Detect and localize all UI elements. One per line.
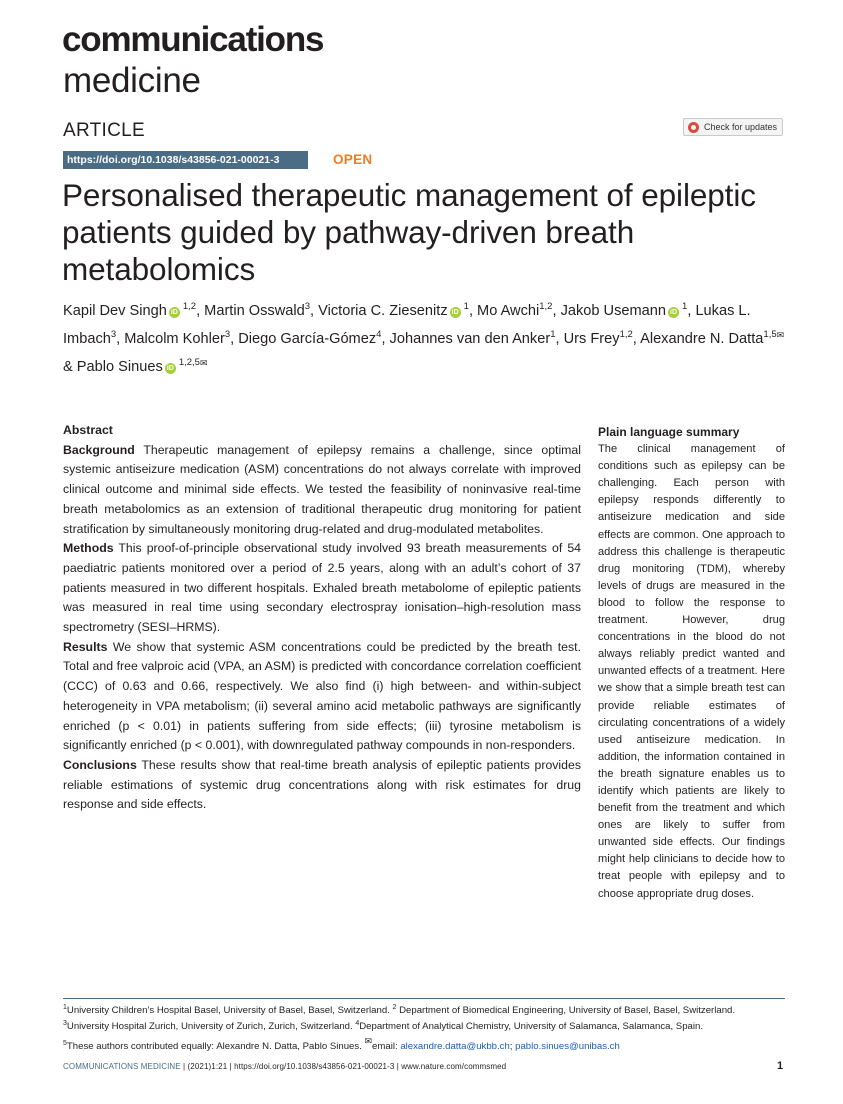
envelope-icon[interactable]: ✉ xyxy=(776,330,785,340)
affiliation-4: Department of Analytical Chemistry, University of Salamanca, Salamanca, Spain. xyxy=(359,1020,703,1032)
abstract-results xyxy=(63,638,581,756)
abstract-conclusions xyxy=(63,756,581,815)
page-footer: COMMUNICATIONS MEDICINE | (2021)1:21 | https://doi.org/10.1038/s43856-021-00021-3 | www.nature.com/commsmed xyxy=(63,1062,507,1071)
affiliation-3: University Hospital Zurich, University of Zurich, Zurich, Switzerland. xyxy=(66,1020,353,1032)
author-name: Lukas L. Imbach xyxy=(63,303,751,347)
affil-sup: 4 xyxy=(355,1019,360,1027)
author-name: Pablo Sinues xyxy=(76,359,163,375)
affil-sup: 5 xyxy=(63,1040,67,1047)
envelope-icon[interactable]: ✉ xyxy=(199,358,208,368)
author-affiliation-sup: 4 xyxy=(376,329,382,341)
author-name: Malcolm Kohler xyxy=(124,331,225,347)
affil-sup: 2 xyxy=(392,1003,397,1011)
affiliation-1: University Children’s Hospital Basel, University of Basel, Basel, Switzerland. xyxy=(66,1005,390,1016)
affiliation-line-1 xyxy=(63,1003,793,1019)
affiliation-line-3: $^5$These authors contributed equally: Alexandre N. Datta, Pablo Sinues. ✉email: alexandre.datta@ukbb.ch; pablo.sinues@unibas.ch xyxy=(63,1036,620,1053)
abstract-methods-text: This proof-of-principle observational study involved 93 breath measurements of 54 paediatric patients monitored over a period of 2.5 years, along with an adult’s cohort of 37 patients measured in two different hospitals. Exhaled breath metabolome of epileptic patients was measured in real time using secondary electrospray ionisation–high-resolution mass spectrometry (SESI–HRMS). xyxy=(63,541,581,635)
author-affiliation-sup: 1,2 xyxy=(539,301,553,313)
author-affiliation-sup: 1 xyxy=(463,301,469,313)
abstract-background-text: Therapeutic management of epilepsy remains a challenge, since optimal systemic antiseizure medication (ASM) concentrations do not always correlate with improved clinical outcome and minimal side effects. We tested the feasibility of noninvasive real-time breath metabolomics as an extension of traditional therapeutic drug monitoring for patient stratification by simultaneously monitoring drug-related and drug-modulated metabolites. xyxy=(63,442,581,536)
author-affiliation-sup: 3 xyxy=(304,301,311,313)
author-name: Kapil Dev Singh xyxy=(63,303,167,319)
doi-link[interactable]: https://doi.org/10.1038/s43856-021-00021-3 xyxy=(63,151,308,169)
author-name: Urs Frey xyxy=(563,331,620,347)
author-affiliation-sup: 1 xyxy=(682,301,688,313)
abstract-conclusions-text: These results show that real-time breath analysis of epileptic patients provides reliable estimations of systemic drug concentrations along with risk estimates for drug response and side effects. xyxy=(63,757,581,812)
check-for-updates-label: Check for updates xyxy=(704,122,778,132)
journal-name-line2: medicine xyxy=(63,61,201,100)
article-title: Personalised therapeutic management of epileptic patients guided by pathway-driven breath metabolomics xyxy=(62,177,756,287)
open-access-badge: OPEN xyxy=(333,152,373,167)
abstract-heading: Abstract xyxy=(63,423,113,437)
author-name: Jakob Usemann xyxy=(560,303,667,319)
author-affiliation-sup: 1,5 xyxy=(763,329,777,341)
abstract-conclusions-label: Conclusions xyxy=(63,757,137,772)
plain-language-summary xyxy=(598,424,785,903)
article-type: ARTICLE xyxy=(63,120,145,141)
footnote-divider xyxy=(63,998,785,999)
check-for-updates-button[interactable] xyxy=(683,118,783,136)
affiliation-2: Department of Biomedical Engineering, University of Basel, Basel, Switzerland. xyxy=(399,1005,736,1016)
author-affiliation-sup: 1 xyxy=(550,329,556,341)
author-name: Victoria C. Ziesenitz xyxy=(318,303,448,319)
orcid-icon[interactable]: iD xyxy=(451,309,459,316)
affil-sup: 3 xyxy=(63,1019,67,1027)
footer-journal: COMMUNICATIONS MEDICINE xyxy=(63,1062,181,1071)
affiliations xyxy=(63,1003,793,1055)
author-list: Kapil Dev Singh iD$^{1,2}$, Martin Osswald$^3$, Victoria C. Ziesenitz $iD^1$, Mo Awchi$^{1,2}$, Jakob Usemann $iD^1$, Lukas L. Imbach$^3$, Malcolm Kohler$^3$, Diego García-Gómez$^4$, Johannes van den Anker$^1$, Urs Frey$^{1,2}$, Alexandre N. Datta$^{1,5✉}$ & Pablo Sinues $iD^{1,2,5✉}$ xyxy=(63,301,785,375)
author-name: Johannes van den Anker xyxy=(389,331,551,347)
author-name: Mo Awchi xyxy=(477,303,540,319)
email-label: email: xyxy=(372,1041,398,1053)
abstract-background xyxy=(63,441,581,540)
author-affiliation-sup: 3 xyxy=(224,329,231,341)
footer-doi[interactable]: https://doi.org/10.1038/s43856-021-00021-3 xyxy=(234,1062,395,1071)
author-affiliation-sup: 3 xyxy=(110,329,117,341)
orcid-icon[interactable]: iD xyxy=(670,309,678,316)
email-link-datta[interactable]: alexandre.datta@ukbb.ch xyxy=(400,1041,510,1053)
abstract-methods-label: Methods xyxy=(63,541,114,556)
orcid-icon[interactable]: iD xyxy=(166,365,174,372)
abstract xyxy=(63,421,581,815)
envelope-icon: ✉ xyxy=(364,1036,373,1047)
abstract-methods xyxy=(63,539,581,638)
author-name: Alexandre N. Datta xyxy=(640,331,764,347)
plain-language-text: The clinical management of conditions such as epilepsy can be challenging. Each person with epilepsy responds differently to antiseizure medication and side effects are common. One approach to address this challenge is therapeutic drug monitoring (TDM), whereby levels of drugs are measured in the blood to follow the response to treatment. However, drug concentrations in the blood do not always reliably predict wanted and unwanted effects of a treatment. Here we show that a simple breath test can provide reliable estimates of circulating concentrations of a widely used antiseizure medication. In addition, the information contained in the breath signature enables us to identify which patients are likely to benefit from the treatment and which ones are likely to suffer from unwanted side effects. Our findings might help clinicians to decide how to treat people with epilepsy and to choose appropriate drug doses. xyxy=(598,443,785,900)
author-affiliation-sup: 1,2 xyxy=(619,329,633,341)
author-name: Martin Osswald xyxy=(204,303,305,319)
abstract-results-text: We show that systemic ASM concentrations could be predicted by the breath test. Total and free valproic acid (VPA, an ASM) is predicted with concordance correlation coefficient (CCC) of 0.63 and 0.66, respectively. We also find (i) high between- and within-subject heterogeneity in VPA metabolism; (ii) several amino acid metabolic pathways are significantly enriched (p < 0.01) in patients suffering from side effects; (iii) tyrosine metabolism is significantly enriched (p < 0.001), with downregulated pathway compounds in non-responders. xyxy=(63,639,582,753)
footer-site[interactable]: www.nature.com/commsmed xyxy=(401,1062,507,1071)
page-number: 1 xyxy=(777,1060,784,1072)
orcid-icon[interactable]: iD xyxy=(170,309,178,316)
plain-language-heading: Plain language summary xyxy=(598,425,740,439)
journal-name-line1: communications xyxy=(62,20,324,59)
footer-citation: (2021)1:21 xyxy=(187,1062,228,1071)
affiliation-line-2 xyxy=(63,1019,793,1035)
email-link-sinues[interactable]: pablo.sinues@unibas.ch xyxy=(515,1041,620,1053)
abstract-results-label: Results xyxy=(63,639,108,654)
author-affiliation-sup: 1,2 xyxy=(182,301,197,313)
abstract-background-label: Background xyxy=(63,442,135,457)
equal-contribution-note: These authors contributed equally: Alexandre N. Datta, Pablo Sinues. xyxy=(66,1041,362,1053)
author-affiliation-sup: 1,2,5 xyxy=(178,357,200,369)
author-name: Diego García-Gómez xyxy=(238,331,377,347)
affil-sup: 1 xyxy=(63,1003,67,1011)
crossmark-icon xyxy=(688,122,699,133)
